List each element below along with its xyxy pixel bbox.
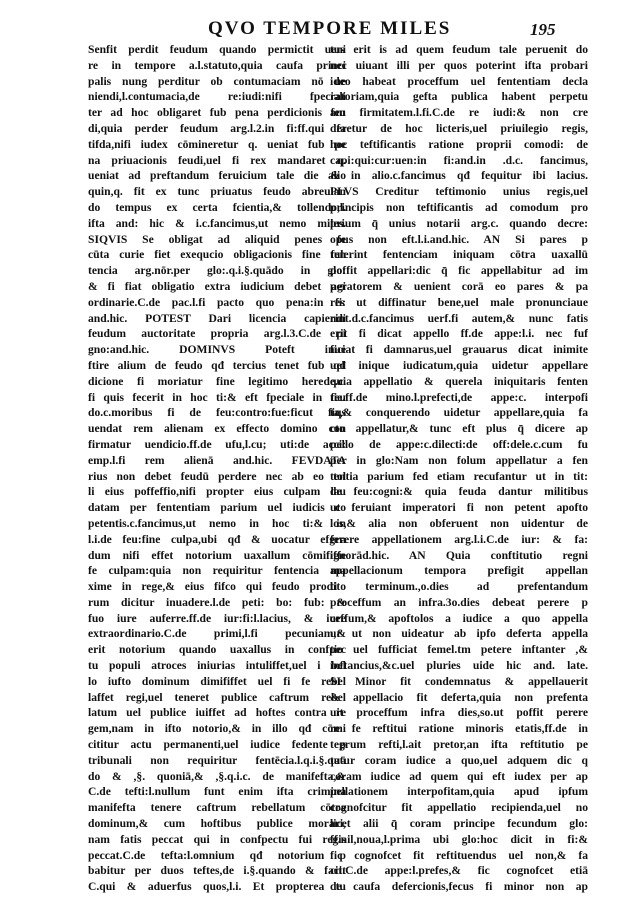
text-line: tribunali non requiritur fentēcia.l.q.i.§.quā xyxy=(88,753,346,767)
text-line: PLVS Creditur teftimonio unius regis,uel xyxy=(330,185,588,199)
folio-number: 195 xyxy=(530,20,556,39)
text-line: fic cognofcet fit reftituendus uel non,& fa xyxy=(330,848,588,862)
text-line: tulerint fentenciam iniquam cōtra uaxallū xyxy=(330,248,588,262)
text-line: los,& alia non obferuent non uidentur de xyxy=(330,516,588,530)
text-line: uendat rem alienam ex effecto domino con xyxy=(88,422,346,436)
text-line: do.c.moribus fi de feu:contro:fue:ficut fiqs xyxy=(88,406,346,420)
text-line: dicione fi moriatur fine legitimo herede.c. xyxy=(88,374,346,388)
text-line: erit notorium quando uaxallus in confpec xyxy=(88,643,346,657)
text-line: pello de appe:c.dilecti:de off:dele.c.cum fu xyxy=(330,437,588,451)
text-line: dum nifi effet notorium uaxallum cōmififfe xyxy=(88,548,346,562)
text-line: & appellacio fit deferta,quia non prefenta xyxy=(330,690,588,704)
text-line: re fe reftitui ratione minoris etatis,ff.de in xyxy=(330,722,588,736)
text-line: quia appellatio & querela iniquitaris fenten xyxy=(330,374,588,388)
text-line: lo iufto dominum dimififfet uel fi fe rebel xyxy=(88,674,346,688)
text-line: na priuacionis feudi,uel fi rex mandaret q. xyxy=(88,153,346,167)
running-title: QVO TEMPORE MILES xyxy=(208,18,452,39)
text-line: coram iudice ad quem qui eft iudex per ap xyxy=(330,769,588,783)
right-text-column xyxy=(330,42,588,895)
text-line: ter ad hoc obligaret fub pena perdicionis feu xyxy=(88,106,346,120)
text-line: di,quia perder feudum arg.l.2.in fi:ff.qui fa xyxy=(88,121,346,135)
text-line: tio uel fufficiat femel.tm petere inftanter ,& xyxy=(330,643,588,657)
text-line: C.qui & aduerfus quos,l.i. Et propterea tu xyxy=(88,880,346,894)
text-line: opus non eft.l.i.and.hic. AN Si pares p xyxy=(330,232,588,246)
text-line: fi quis fecerit in hoc ti:& eft fpeciale in feu xyxy=(88,390,346,404)
text-line: nam fatis peccat qui in confpectu fui regis xyxy=(88,832,346,846)
text-line: feudum auctoritate propria arg.l.3.C.de pi xyxy=(88,327,346,341)
text-line: ut feruiant imperatori fi non petent apofto xyxy=(330,501,588,515)
text-line: cititur actu permanenti,uel iudice fedente p xyxy=(88,738,346,752)
text-line: extraordinario.C.de primi,l.fi pecuniam,& xyxy=(88,627,346,641)
text-line: SI Minor fit condemnatus & appellauerit xyxy=(330,674,588,688)
text-line: fuo iure auferre.ff.de iur:fi:l.lacius, & iure xyxy=(88,611,346,625)
left-text-column xyxy=(88,42,346,895)
text-line: ftire alium de feudo qđ tercius tenet fub qđ xyxy=(88,358,346,372)
text-line: do tempus ex certa fcientia,& tollendo,l. xyxy=(88,200,346,214)
column-gutter xyxy=(322,42,323,882)
text-line: tifda,nifi iudex cōmineretur q. ueniat fub pe xyxy=(88,137,346,151)
text-line: emp.l.fi rem alienā and.hic. FEVDATA xyxy=(88,453,346,467)
text-line: erit fi dicat appello ff.de appe:l.i. nec fuf xyxy=(330,327,588,341)
text-line: pellationem interpofitam,quia apud ipfum xyxy=(330,785,588,799)
text-line: ti terminum.,o.dies ad prefentandum xyxy=(330,580,588,594)
text-line: tencia arg.nōr.per glo:.q.i.§.quādo in glo: xyxy=(88,264,346,278)
text-line: ueniat ad preftandum feruicium tale die alio xyxy=(88,169,346,183)
text-line: ur ut non uideatur ab ipfo deferta appella xyxy=(330,627,588,641)
text-line: deretur de hoc licteris,uel priuilegio regis, xyxy=(330,121,588,135)
text-line: tegrum refti,l.ait pretor,an ifta reftitutio pe xyxy=(330,738,588,752)
text-line: & in alio.c.fancimus qđ fequitur ibi lacius. xyxy=(330,169,588,183)
text-line: ta,& conquerendo uidetur appellare,quia fa xyxy=(330,406,588,420)
text-line: ratoriam,quia gefta publica habent perpetu xyxy=(330,90,588,104)
text-line: and.hic. POTEST Dari licencia capiendi xyxy=(88,311,346,325)
text-line: principis non teftificantis ad comodum pro xyxy=(330,200,588,214)
text-line: ideo habeat proceffum uel fententiam decla xyxy=(330,74,588,88)
text-line: cit.C.de appe:l.prefes,& fic cognofcet etiā xyxy=(330,864,588,878)
text-line: tu populi atroces iniurias intuliffet,uel i bel xyxy=(88,659,346,673)
text-line: uit proceffum infra dies,so.ut poffit perere xyxy=(330,706,588,720)
text-line: tus erit is ad quem feudum tale peruenit do xyxy=(330,43,588,56)
text-line: tie.ff.de mino.l.prefecti,de appe:c. interpofi xyxy=(330,390,588,404)
text-line: de feu:cogni:& quia feuda dantur militibus xyxy=(330,485,588,499)
text-line: palis nung perditur ob contumaciam nō ue xyxy=(88,74,346,88)
text-line: uel inique iudicatum,quia uidetur appellare xyxy=(330,358,588,372)
text-line: rum dicitur inuadere.l.de peti: bo: fub: & xyxy=(88,595,346,609)
text-line: ceffum,& apoftolos a iudice a quo appella xyxy=(330,611,588,625)
text-line: nec uiuant illi per quos poterint ifta probari xyxy=(330,58,588,72)
text-line: proceffum an infra.3o.dies debeat perere p xyxy=(330,595,588,609)
text-line: laffet regi,uel teneret publice caftrum rebel xyxy=(88,690,346,704)
text-line: peratorem & uenient corā eo pares & pa xyxy=(330,279,588,293)
text-line: ignorād.hic. AN Quia conftitutio regni xyxy=(330,548,588,562)
text-line: prium q̄ unius notarii arg.c. quando decre: xyxy=(330,216,588,230)
text-line: C.de tefti:l.nullum funt enim ifta crimina xyxy=(88,785,346,799)
text-line: cto appellatur,& tunc eft plus q̄ dicere ap xyxy=(330,422,588,436)
text-line: gem,nam in ifto notorio,& in illo qđ cōmi xyxy=(88,722,346,736)
text-line: xime in rege,& eius fifco qui feudo prodito xyxy=(88,580,346,594)
text-line: petentis.c.fancimus,ut nemo in hoc ti:& in xyxy=(88,516,346,530)
text-line: capi:qui:cur:uen:in fi:and.in .d.c. fancimus, xyxy=(330,153,588,167)
text-line: manifefta tenere caftrum rebellatum cōtra xyxy=(88,801,346,815)
text-line: ferere appellationem arg.l.i.C.de iur: & fa: xyxy=(330,532,588,546)
text-line: Senfit perdit feudum quando permictit ueni xyxy=(88,43,346,56)
text-line: gno:and.hic. DOMINVS Poteft inue xyxy=(88,343,346,357)
text-line: ff.nil,noua,l.prima ubi glo:hoc dicit in fi:& xyxy=(330,832,588,846)
text-line: ficiat fi damnarus,uel grauarus dicat inimite xyxy=(330,343,588,357)
text-line: latum uel publice iuiffet ad hoftes contra re xyxy=(88,706,346,720)
text-line: dominum,& cum hoftibus publice morari, xyxy=(88,817,346,831)
text-line: niendi,l.contumacia,de re:iudi:nifi fpeciali xyxy=(88,90,346,104)
text-line: tatur coram iudice a quo,uel adquem dic q xyxy=(330,753,588,767)
text-line: quin,q. fit ex tunc priuatus feudo abreuian xyxy=(88,185,346,199)
text-line: re in tempore a.l.statuto,quia caufa princi xyxy=(88,58,346,72)
text-line: do & ,§. quoniā,& ,§.q.i.c. de manifefta,& xyxy=(88,769,346,783)
text-line: am firmitatem.l.fi.C.de re iudi:& non cre xyxy=(330,106,588,120)
text-line: li eius poffeffio,nifi propter eius culpam lau xyxy=(88,485,346,499)
text-line: tentia parium fed etiam recufantur ut in tit: xyxy=(330,469,588,483)
text-line: peccat.C.de tefta:l.omnium qđ notorium p xyxy=(88,848,346,862)
text-line: de caufa defercionis,fecus fi minor non ap xyxy=(330,880,588,894)
text-line: licet alii q̄ coram principe fecundum glo: xyxy=(330,817,588,831)
text-line: appellacionum tempora prefigit appellan xyxy=(330,564,588,578)
text-line: cūta curie fiet exequcio obligacionis fine fen xyxy=(88,248,346,262)
text-line: datam per fententiam parium uel iudicis co xyxy=(88,501,346,515)
text-line: per in glo:Nam non folum appellatur a fen xyxy=(330,453,588,467)
text-line: cognofcitur fit appellatio recipienda,uel no xyxy=(330,801,588,815)
text-line: hoc teftificantis ratione proprii comodi: de xyxy=(330,137,588,151)
text-line: inftancius,&c.uel pluries uide hic and. late. xyxy=(330,659,588,673)
text-line: SIQVIS Se obligat ad aliquid penes fe xyxy=(88,232,346,246)
text-line: babitur per duos teftes,de i.§.quando & facit xyxy=(88,864,346,878)
text-line: firmatur uendicio.ff.de ufu,l.cu; uti:de acci: xyxy=(88,437,346,451)
text-line: res ut diffinatur bene,uel male pronunciaue xyxy=(330,295,588,309)
text-line: fe culpam:quia non requiritur fentencia ma xyxy=(88,564,346,578)
text-line: & fi fiat obligatio extra iudicium debet agi xyxy=(88,279,346,293)
text-line: l.i.de feu:fine culpa,ubi qđ & uocatur efgra xyxy=(88,532,346,546)
text-line: rius non debet feudū perdere nec ab eo tol xyxy=(88,469,346,483)
text-line: ordinarie.C.de pac.l.fi pacto quo pena:in fi: xyxy=(88,295,346,309)
text-line: poffit appellari:dic q̄ fic appellabitur ad im xyxy=(330,264,588,278)
text-line: ifta and: hic & i.c.fancimus,ut nemo miles. xyxy=(88,216,346,230)
text-line: rint.d.c.fancimus uerf.fi autem,& nunc fatis xyxy=(330,311,588,325)
